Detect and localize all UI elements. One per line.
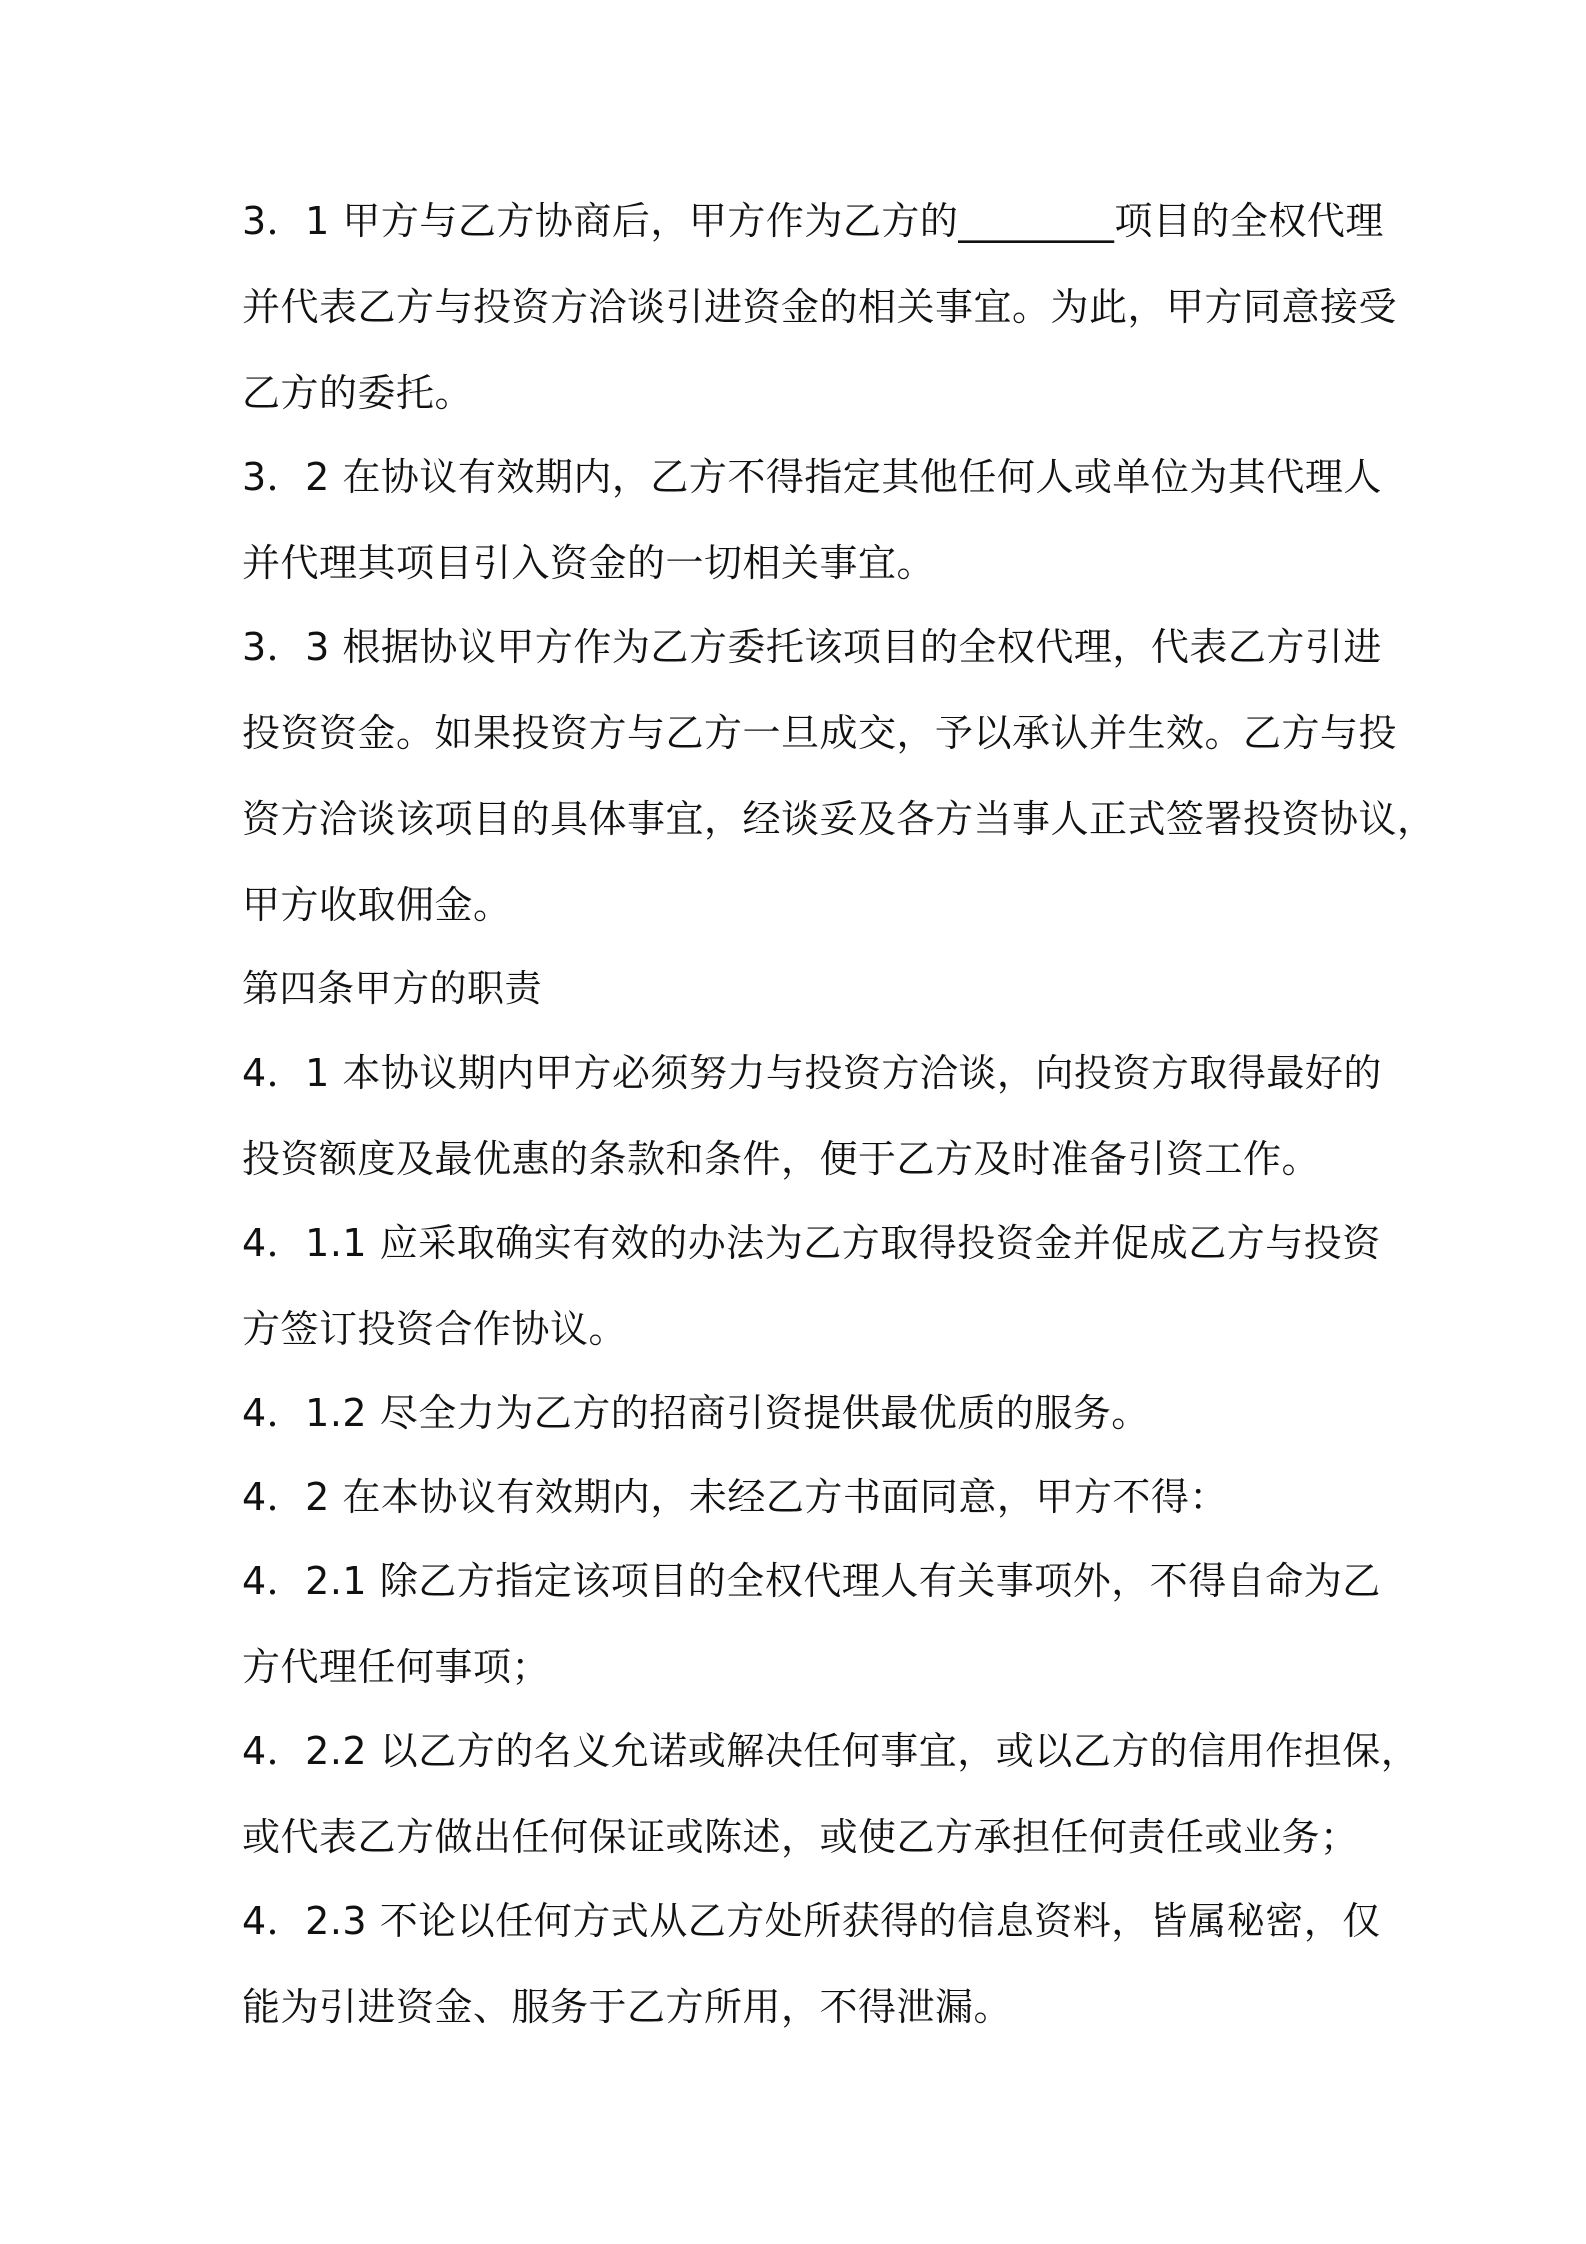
clause-3-3-line-2: 投资资金。如果投资方与乙方一旦成交，予以承认并生效。乙方与投 bbox=[242, 711, 1398, 755]
clause-4-1-line-2: 投资额度及最优惠的条款和条件，便于乙方及时准备引资工作。 bbox=[242, 1137, 1321, 1181]
clause-4-2-1-line-1: 4．2.1 除乙方指定该项目的全权代理人有关事项外，不得自命为乙 bbox=[242, 1559, 1381, 1603]
clause-4-1-1-line-2: 方签订投资合作协议。 bbox=[242, 1307, 628, 1351]
article-4-heading: 第四条甲方的职责 bbox=[242, 967, 542, 1010]
clause-4-2-1-line-2: 方代理任何事项； bbox=[242, 1645, 551, 1689]
clause-4-2-2-line-2: 或代表乙方做出任何保证或陈述，或使乙方承担任何责任或业务； bbox=[242, 1815, 1359, 1859]
clause-3-2-line-2: 并代理其项目引入资金的一切相关事宜。 bbox=[242, 541, 936, 585]
clause-4-2: 4．2 在本协议有效期内，未经乙方书面同意，甲方不得： bbox=[242, 1475, 1228, 1519]
clause-4-2-2-line-1: 4．2.2 以乙方的名义允诺或解决任何事宜，或以乙方的信用作担保， bbox=[242, 1729, 1420, 1773]
clause-3-1-line-1: 3．1 甲方与乙方协商后，甲方作为乙方的________项目的全权代理 bbox=[242, 199, 1384, 243]
document-page bbox=[242, 198, 1436, 2030]
clause-4-2-3-line-1: 4．2.3 不论以任何方式从乙方处所获得的信息资料，皆属秘密，仅 bbox=[242, 1899, 1381, 1943]
clause-3-1-line-2: 并代表乙方与投资方洽谈引进资金的相关事宜。为此，甲方同意接受 bbox=[242, 285, 1398, 329]
clause-3-3-line-4: 甲方收取佣金。 bbox=[242, 883, 512, 927]
clause-4-1-2: 4．1.2 尽全力为乙方的招商引资提供最优质的服务。 bbox=[242, 1391, 1150, 1435]
clause-4-1-1-line-1: 4．1.1 应采取确实有效的办法为乙方取得投资金并促成乙方与投资 bbox=[242, 1221, 1381, 1265]
clause-4-1-line-1: 4．1 本协议期内甲方必须努力与投资方洽谈，向投资方取得最好的 bbox=[242, 1051, 1382, 1095]
clause-3-2-line-1: 3．2 在协议有效期内，乙方不得指定其他任何人或单位为其代理人 bbox=[242, 455, 1382, 499]
clause-3-3-line-1: 3．3 根据协议甲方作为乙方委托该项目的全权代理，代表乙方引进 bbox=[242, 625, 1382, 669]
clause-3-1-line-3: 乙方的委托。 bbox=[242, 371, 474, 415]
clause-3-3-line-3: 资方洽谈该项目的具体事宜，经谈妥及各方当事人正式签署投资协议， bbox=[242, 797, 1436, 841]
clause-4-2-3-line-2: 能为引进资金、服务于乙方所用，不得泄漏。 bbox=[242, 1985, 1013, 2029]
